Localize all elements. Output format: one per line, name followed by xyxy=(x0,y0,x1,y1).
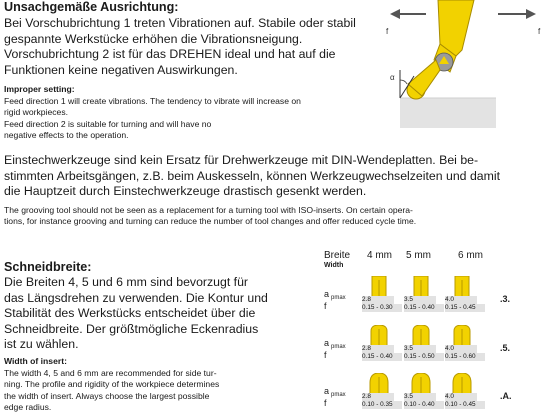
feed-arrow-right-icon xyxy=(498,9,536,19)
column-header: 5 mm xyxy=(406,250,431,261)
text-line: das Längsdrehen zu verwenden. Die Kontur und xyxy=(4,290,268,305)
ap-max-value: 2.8 xyxy=(362,345,394,353)
table-header-german: Breite xyxy=(324,250,351,261)
text-line: stimmten Arbeitsgängen, z.B. beim Auskesseln, können Werkzeugwechselzeiten und damit xyxy=(4,168,501,183)
ap-max-value: 3.5 xyxy=(404,296,436,304)
ap-max-label: a xyxy=(324,386,330,396)
column-header: 4 mm xyxy=(367,250,392,261)
feed-arrow-left-icon xyxy=(390,9,426,19)
text-line: Bei Vorschubrichtung 1 treten Vibrationen auf. Stabile oder stabil xyxy=(4,16,356,30)
text-line: Stabilität des Werkstücks entscheidet über die xyxy=(4,306,256,321)
section3-german-text xyxy=(4,275,294,353)
ap-max-value: 4.0 xyxy=(445,345,477,353)
column-header: 6 mm xyxy=(458,250,483,261)
text-line: gespannte Werkstücke erhöhen die Vibrationsneigung. xyxy=(4,31,303,46)
ap-max-value: 4.0 xyxy=(445,393,477,401)
feed-range-value: 0.15 - 0.40 xyxy=(404,304,444,312)
ap-max-value: 3.5 xyxy=(404,393,436,401)
text-line: negative effects to the operation. xyxy=(4,130,129,141)
text-line: ist zu wählen. xyxy=(4,337,79,352)
feed-range-value: 0.15 - 0.45 xyxy=(445,304,485,312)
ap-max-subscript: pmax xyxy=(331,392,346,398)
feed-range-value: 0.10 - 0.45 xyxy=(445,401,485,409)
feed-range-value: 0.15 - 0.50 xyxy=(404,353,444,361)
feed-range-value: 0.15 - 0.30 xyxy=(362,304,402,312)
row-series-label: .3. xyxy=(500,294,511,304)
text-line: Schneidbreite. Der größtmögliche Eckenradius xyxy=(4,321,259,336)
text-line: Einstechwerkzeuge sind kein Ersatz für Drehwerkzeuge mit DIN-Wendeplatten. Bei be- xyxy=(4,153,479,167)
row-series-label: .5. xyxy=(500,343,511,353)
ap-max-value: 2.8 xyxy=(362,296,394,304)
section1-english-text xyxy=(4,96,384,142)
section3-english-text xyxy=(4,368,304,414)
section1-german-text xyxy=(4,16,374,78)
section3-title: Schneidbreite: xyxy=(4,260,92,274)
section2-german-text xyxy=(4,153,551,200)
workpiece-shape xyxy=(400,98,496,128)
text-line: ning. The profile and rigidity of the workpiece determines xyxy=(4,379,220,390)
text-line: The width 4, 5 and 6 mm are recommended for side tur- xyxy=(4,368,217,378)
feed-label-right: f xyxy=(538,27,541,36)
ap-max-value: 3.5 xyxy=(404,345,436,353)
text-line: edge radius. xyxy=(4,402,52,413)
feed-direction-figure xyxy=(378,0,556,145)
section2-english-text xyxy=(4,205,551,228)
ap-max-label: a xyxy=(324,338,330,348)
text-line: Feed direction 1 will create vibrations. The tendency to vibrate will increase on xyxy=(4,96,301,106)
feed-label-left: f xyxy=(386,27,389,36)
text-line: Vorschubrichtung 2 ist für das DREHEN ideal und hat auf die xyxy=(4,47,336,62)
ap-max-value: 2.8 xyxy=(362,393,394,401)
text-line: The grooving tool should not be seen as a replacement for a turning tool with ISO-inserts. On certain opera- xyxy=(4,205,413,215)
text-line: rigid workpieces. xyxy=(4,107,68,118)
ap-max-value: 4.0 xyxy=(445,296,477,304)
text-line: Funktionen keine negativen Auswirkungen. xyxy=(4,62,238,77)
feed-range-value: 0.10 - 0.35 xyxy=(362,401,402,409)
ap-max-subscript: pmax xyxy=(331,344,346,350)
ap-max-subscript: pmax xyxy=(331,295,346,301)
section1-title: Unsachgemäße Ausrichtung: xyxy=(4,0,179,14)
angle-label: α xyxy=(390,73,395,82)
text-line: the width of insert. Always choose the largest possible xyxy=(4,390,210,401)
section3-english-title: Width of insert: xyxy=(4,356,67,366)
section1-english-title: Improper setting: xyxy=(4,84,75,94)
ap-max-label: a xyxy=(324,289,330,299)
table-header-english: Width xyxy=(324,262,344,269)
text-line: die Hauptzeit durch Einstechwerkzeuge drastisch gesenkt werden. xyxy=(4,184,367,199)
feed-label: f xyxy=(324,350,327,360)
text-line: tions, for instance grooving and turning can reduce the number of tool changes and offer reduced cycle time. xyxy=(4,216,417,227)
feed-range-value: 0.10 - 0.40 xyxy=(404,401,444,409)
feed-label: f xyxy=(324,301,327,311)
text-line: Die Breiten 4, 5 und 6 mm sind bevorzugt für xyxy=(4,275,249,289)
feed-range-value: 0.15 - 0.40 xyxy=(362,353,402,361)
text-line: Feed direction 2 is suitable for turning and will have no xyxy=(4,118,212,129)
feed-label: f xyxy=(324,398,327,408)
feed-range-value: 0.15 - 0.60 xyxy=(445,353,485,361)
row-series-label: .A. xyxy=(500,391,512,401)
